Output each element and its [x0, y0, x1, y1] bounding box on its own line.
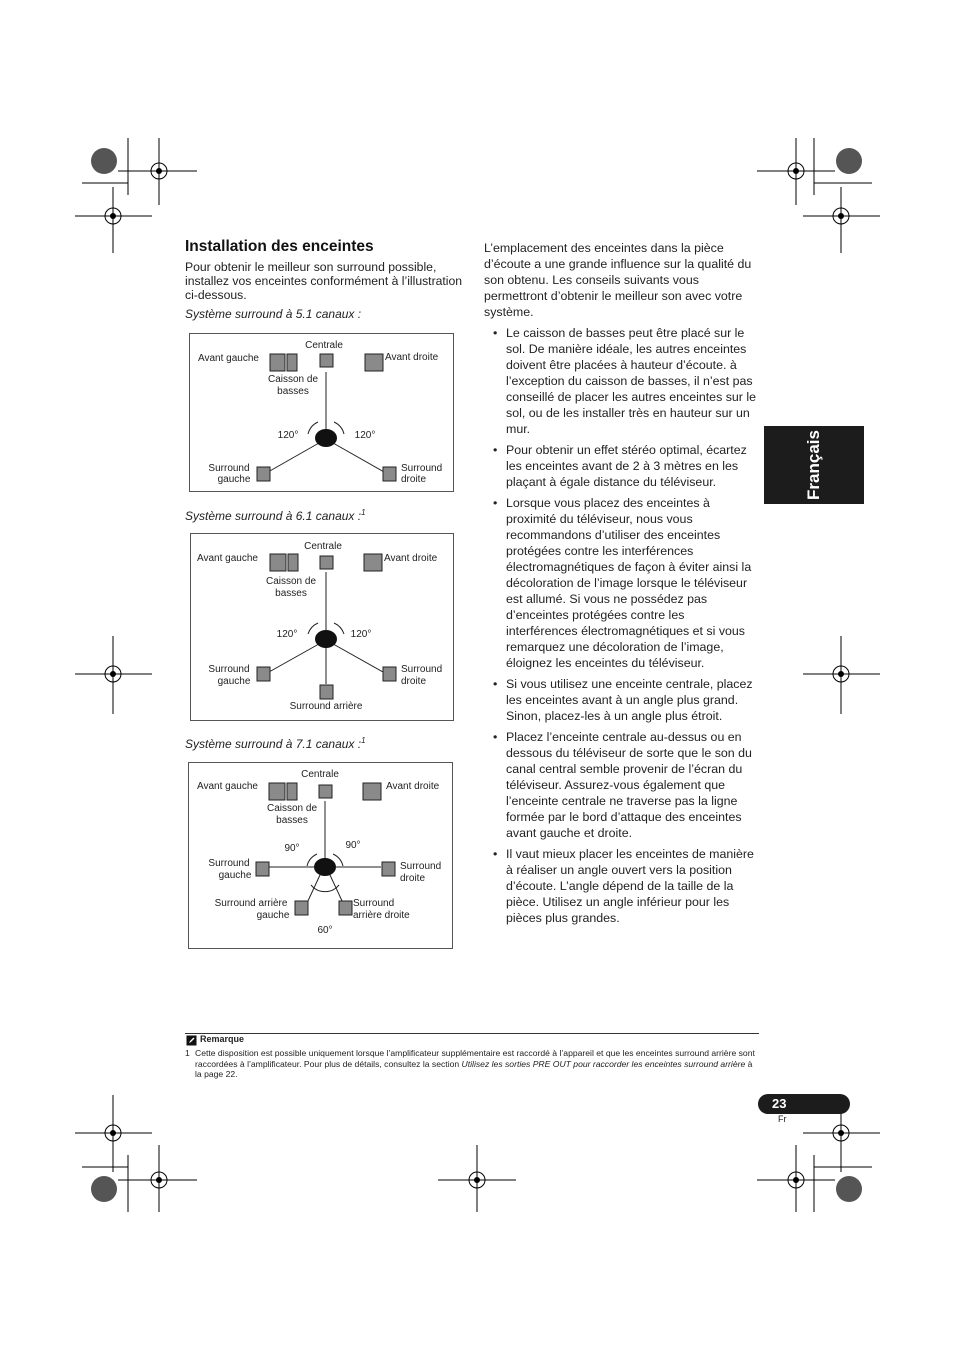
label-centre: Centrale — [304, 541, 342, 552]
label-front-left: Avant gauche — [197, 781, 258, 792]
intro-text: Pour obtenir le meilleur son surround possible, installez vos enceintes conformément à l’illustration ci-dessous. — [185, 260, 463, 302]
label-angle-right: 120° — [350, 629, 372, 640]
label-angle-right: 90° — [345, 840, 361, 851]
label-angle-left: 90° — [284, 843, 300, 854]
language-tab — [764, 426, 864, 504]
label-subwoofer-2: basses — [277, 386, 309, 397]
caption-6-1 — [185, 508, 366, 523]
right-intro: L’emplacement des enceintes dans la pièce d’écoute a une grande influence sur la qualité du son obtenu. Les conseils suivants vous permettront d’obtenir le meilleur son avec votre système. — [484, 241, 752, 319]
label-surround-right-2: droite — [401, 474, 427, 485]
label-subwoofer-1: Caisson de — [266, 803, 318, 814]
label-subwoofer-1: Caisson de — [267, 374, 319, 385]
label-surround-back-right-1: Surround — [353, 898, 395, 909]
diagram-6-1 — [190, 533, 454, 721]
label-angle-right: 120° — [354, 430, 376, 441]
language-tab-label: Français — [804, 430, 823, 500]
label-surround-right-1: Surround — [401, 463, 443, 474]
label-surround-right-1: Surround — [401, 664, 443, 675]
label-angle-left: 120° — [277, 430, 299, 441]
label-front-right: Avant droite — [385, 352, 439, 363]
caption-7-1 — [185, 736, 366, 751]
caption-6-1-text: Système surround à 6.1 canaux : — [185, 509, 362, 523]
list-item: • Le caisson de basses peut être placé sur le sol. De manière idéale, les autres enceintes doivent être placées à hauteur d’écoute. à l’exception du caisson de basses, il n’est pas conseillé de placer les autres enceintes sur le sol, ou de les installer très en hauteur sur un mur. — [484, 325, 758, 437]
list-item: • Placez l’enceinte centrale au-dessus ou en dessous du téléviseur de sorte que le son du canal central semble provenir de l’écran du téléviseur. Assurez-vous également que l’enceinte centrale ne traverse pas la ligne formée par le bord d’attaque des enceintes avant gauche et droite. — [484, 729, 758, 841]
caption-5-1-text: Système surround à 5.1 canaux : — [185, 307, 362, 321]
label-surround-left-2: gauche — [218, 870, 252, 881]
footnote-number: 1 — [185, 1048, 190, 1058]
label-angle-back: 60° — [317, 925, 333, 936]
caption-7-1-text: Système surround à 7.1 canaux : — [185, 737, 362, 751]
label-subwoofer-2: basses — [276, 815, 308, 826]
list-item: • Il vaut mieux placer les enceintes de manière à réaliser un angle ouvert vers la position d’écoute. L’angle dépend de la taille de la pièce. Utilisez un angle inférieur pour les pièces plus grandes. — [484, 846, 758, 926]
caption-7-1-note: 1 — [361, 736, 366, 745]
label-surround-left-2: gauche — [217, 676, 251, 687]
remark-label: Remarque — [200, 1034, 245, 1044]
list-item: • Si vous utilisez une enceinte centrale, placez les enceintes avant à un angle plus grand. Sinon, placez-les à un angle plus étroit. — [484, 676, 758, 724]
label-surround-left-2: gauche — [217, 474, 251, 485]
footnote-divider — [185, 1033, 759, 1034]
page-language: Fr — [778, 1114, 787, 1124]
right-column — [484, 240, 758, 931]
tips-list — [484, 325, 758, 926]
label-subwoofer-1: Caisson de — [265, 576, 317, 587]
label-surround-back-left-1: Surround arrière — [214, 898, 288, 909]
label-front-right: Avant droite — [384, 553, 438, 564]
label-surround-left-1: Surround — [208, 463, 250, 474]
caption-6-1-note: 1 — [361, 508, 366, 517]
label-centre: Centrale — [305, 340, 343, 351]
note-icon — [186, 1035, 197, 1046]
label-surround-back-left-2: gauche — [256, 910, 290, 921]
label-surround-right-2: droite — [401, 676, 427, 687]
footnote — [185, 1048, 760, 1080]
label-front-right: Avant droite — [386, 781, 440, 792]
label-surround-left-1: Surround — [208, 664, 250, 675]
label-centre: Centrale — [301, 769, 339, 780]
diagram-7-1 — [188, 762, 453, 949]
diagram-5-1 — [189, 333, 454, 492]
page-number: 23 — [772, 1096, 787, 1111]
label-front-left: Avant gauche — [198, 353, 259, 364]
label-subwoofer-2: basses — [275, 588, 307, 599]
label-angle-left: 120° — [276, 629, 298, 640]
label-surround-back-right-2: arrière droite — [353, 910, 410, 921]
footnote-text-end: à la page 22. — [195, 1058, 753, 1079]
label-surround-left-1: Surround — [208, 858, 250, 869]
list-item: • Lorsque vous placez des enceintes à proximité du téléviseur, nous vous recommandons d’utiliser des enceintes protégées contre les interférences électromagnétiques de façon à éviter ainsi la décoloration de l’image lorsque le téléviseur est allumé. Si vous ne possédez pas d’enceintes protégées contre les interférences électromagnétiques et si vous remarquez une décoloration de l’image, éloignez les enceintes du téléviseur. — [484, 495, 758, 671]
label-surround-back: Surround arrière — [289, 701, 363, 712]
label-front-left: Avant gauche — [197, 553, 258, 564]
caption-5-1 — [185, 307, 361, 321]
footnote-link-text: Utilisez les sorties PRE OUT pour raccorder les enceintes surround arrière — [461, 1058, 746, 1069]
footnote-text: Cette disposition est possible uniquement lorsque l’amplificateur supplémentaire est raccordé à l’appareil et que les enceintes surround arrière sont raccordées à l’amplificateur. Pour plus de détails, consultez la section — [195, 1048, 755, 1069]
list-item: • Pour obtenir un effet stéréo optimal, écartez les enceintes avant de 2 à 3 mètres en les plaçant à égale distance du téléviseur. — [484, 442, 758, 490]
section-title: Installation des enceintes — [185, 238, 374, 255]
label-surround-right-2: droite — [400, 873, 426, 884]
page-number-badge — [758, 1094, 850, 1114]
label-surround-right-1: Surround — [400, 861, 442, 872]
